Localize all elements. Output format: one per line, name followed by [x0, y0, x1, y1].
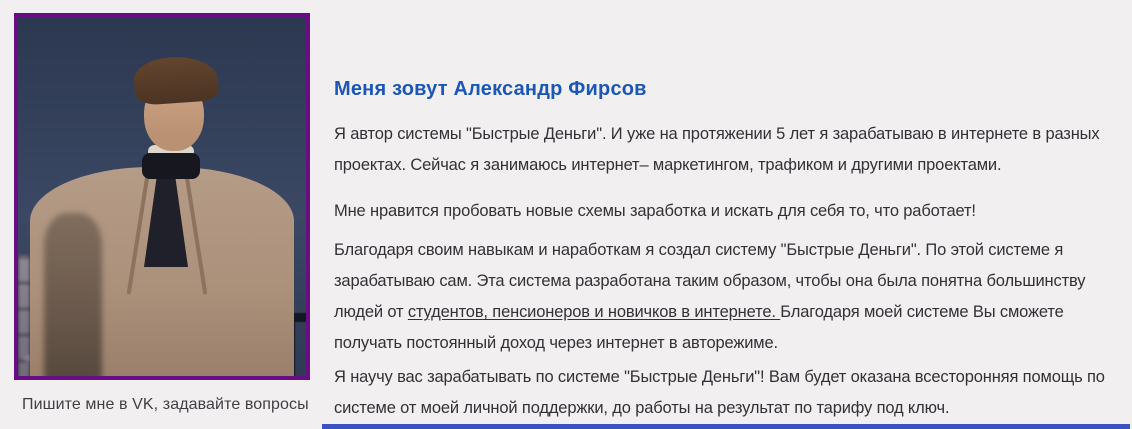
intro-section [334, 0, 1128, 424]
paragraph-text: Благодаря моей системе Вы сможете получать постоянный доход через интернет в авторежиме. [334, 303, 1064, 352]
paragraph-text: Я автор системы "Быстрые Деньги". И уже на протяжении 5 лет я зарабатываю в интернете в разных проектах. Сейчас я занимаюсь интернет– маркетингом, трафиком и другими проектами. [334, 125, 1100, 174]
photo-man-arm-shadow [44, 213, 102, 380]
intro-heading: Меня зовут Александр Фирсов [334, 78, 647, 100]
intro-paragraph-4 [334, 362, 1128, 424]
photo-turtleneck [142, 153, 200, 179]
paragraph-text: Мне нравится пробовать новые схемы заработка и искать для себя то, что работает! [334, 202, 976, 220]
profile-photo [14, 13, 310, 380]
next-section-top-edge [322, 424, 1130, 429]
intro-paragraph-1 [334, 119, 1128, 181]
photo-caption: Пишите мне в VK, задавайте вопросы [22, 396, 309, 413]
paragraph-text: Я научу вас зарабатывать по системе "Быстрые Деньги"! Вам будет оказана всесторонняя помощь по системе от моей личной поддержки, до работы на результат по тарифу под ключ. [334, 368, 1105, 417]
audience-underlined-link[interactable]: студентов, пенсионеров и новичков в интернете. [407, 303, 781, 321]
intro-paragraph-3 [334, 235, 1128, 359]
intro-paragraph-2 [334, 196, 1128, 227]
paragraph-text: Благодаря своим навыкам и наработкам я создал систему "Быстрые Деньги". По этой системе я зарабатываю сам. Эта система разработана таким образом, чтобы она была понятна большинству людей от [334, 241, 1086, 321]
